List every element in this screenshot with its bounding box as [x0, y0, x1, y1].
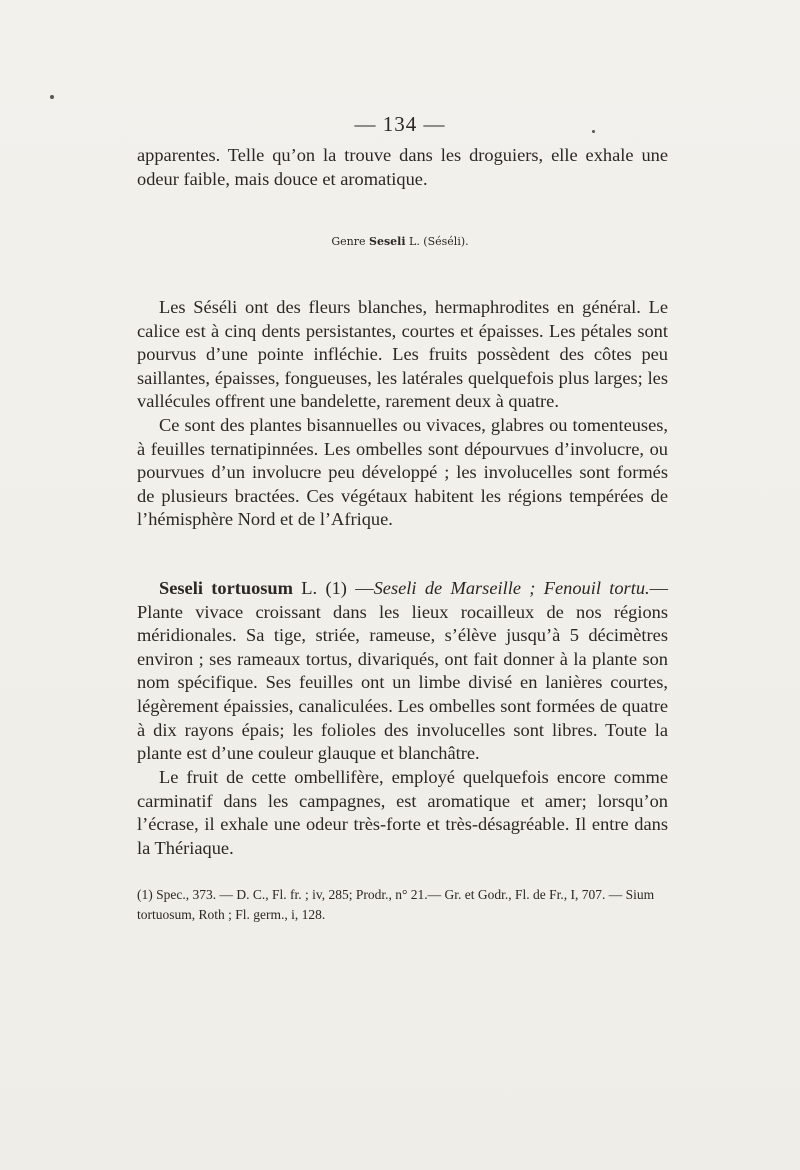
species-description: —Plante vivace croissant dans les lieux rocailleux de nos régions méridionales. Sa tige, striée, rameuse, s’élève jusqu’à 5 décimètres environ ; ses rameaux tortus, divariqués, ont fait donner à la plante son nom spécifique. Ses feuilles ont un limbe divisé en lanières courtes, légèrement épaissies, canaliculées. Les ombelles sont formées de quatre à dix rayons épais; les folioles des involucelles sont libres. Toute la plante est d’une couleur glauque et blanchâtre. — [137, 578, 669, 764]
footnote: (1) Spec., 373. — D. C., Fl. fr. ; iv, 285; Prodr., n° 21.— Gr. et Godr., Fl. de Fr., I, 707. — Sium tortuosum, Roth ; Fl. germ., i, 128. — [137, 887, 655, 922]
species-paragraph-1 — [137, 577, 668, 766]
genus-paragraph-2: Ce sont des plantes bisannuelles ou vivaces, glabres ou tomenteuses, à feuilles ternatipinnées. Les ombelles sont dépourvues d’involucre, ou pourvues d’un involucre peu développé ; les involucelles sont formés de plusieurs bractées. Ces végétaux habitent les régions tempérées de l’hémisphère Nord et de l’Afrique. — [137, 415, 668, 530]
ink-speck — [50, 95, 54, 99]
species-name: Seseli tortuosum — [159, 578, 293, 598]
species-author: L. (1) — — [292, 578, 374, 598]
species-paragraph-2: Le fruit de cette ombellifère, employé quelquefois encore comme carminatif dans les campagnes, est aromatique et amer; lorsqu’on l’écrase, il exhale une odeur très-forte et très-désagréable. Il entre dans la Thériaque. — [137, 767, 668, 858]
species-common-names: Seseli de Marseille ; Fenouil tortu. — [373, 578, 650, 598]
genus-heading-name: Seseli — [369, 235, 406, 248]
genus-heading — [0, 235, 800, 248]
genus-paragraph-1: Les Séséli ont des fleurs blanches, hermaphrodites en général. Le calice est à cinq dents persistantes, courtes et épaisses. Les pétales sont pourvus d’une pointe infléchie. Les fruits possèdent des côtes peu saillantes, épaisses, fongueuses, les latérales quelquefois plus larges; les vallécules offrent une bandelette, rarement deux à quatre. — [137, 297, 668, 412]
page-number: — 134 — — [354, 112, 446, 136]
genus-heading-prefix: Genre — [331, 235, 370, 248]
intro-paragraph: apparentes. Telle qu’on la trouve dans les droguiers, elle exhale une odeur faible, mais douce et aromatique. — [137, 145, 668, 189]
genus-heading-suffix: L. (Séséli). — [405, 235, 469, 248]
